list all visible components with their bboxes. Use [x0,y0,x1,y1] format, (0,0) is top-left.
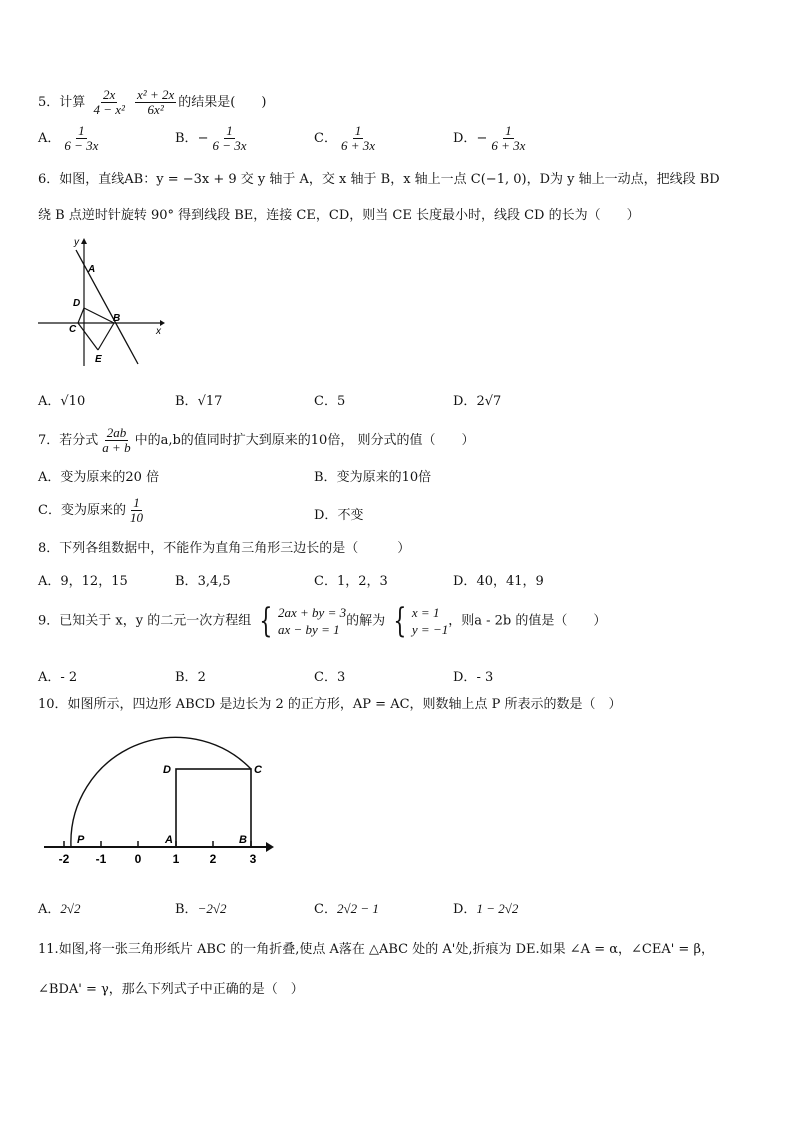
q6-label-y: y [74,237,79,248]
q10-tick-1: 1 [172,852,180,866]
question-5-stem [38,88,266,117]
q5-suffix: 的结果是( ) [178,95,267,110]
q9-option-c[interactable]: C．3 [314,670,346,685]
q10-tick-0: 0 [134,852,142,866]
q7-option-c[interactable]: C．变为原来的 $\frac{1}{10}$ [38,495,143,525]
q7-option-a[interactable]: A．变为原来的20 倍 [38,470,160,485]
q5-prefix: 计算 [59,95,86,110]
q6-label-d: D [73,298,81,309]
q8-option-d[interactable]: D．40，41，9 [453,574,544,589]
q10-tick--1: -1 [95,852,107,866]
q10-figure [40,735,276,870]
q10-label-b: B [239,834,247,846]
q8-option-c[interactable]: C．1，2，3 [314,574,388,589]
q10-tick-2: 2 [209,852,217,866]
q6-option-a[interactable]: A．√10 [38,394,86,409]
q7-option-b[interactable]: B．变为原来的10倍 [314,470,432,485]
q6-option-b[interactable]: B．√17 [175,394,223,409]
q7-option-d[interactable]: D．不变 [314,508,364,523]
question-6-line-1: 6．如图，直线AB：y = −3x + 9 交 y 轴于 A，交 x 轴于 B，x 轴上一点 C(−1, 0)，D为 y 轴上一动点，把线段 BD [38,172,720,187]
question-7-stem: 7．若分式 $\frac{2ab}{a + b}$ 中的a,b的值同时扩大到原来的10倍， 则分式的值（ ） [38,425,475,455]
q5-fraction-1: $\frac{2x}{\text{4 − x²}}$ [93,87,125,117]
q9-option-a[interactable]: A．- 2 [38,670,78,685]
q6-label-x: x [156,326,161,337]
q6-label-e: E [95,354,102,365]
q10-option-a[interactable]: A．2√2 [38,901,81,917]
q9-solution: { x = 1 y = −1 [393,601,449,641]
q10-label-c: C [254,764,262,776]
q5-option-c[interactable]: C． $\frac{1}{6 + 3x}$ [314,123,375,153]
q9-equation-system: { 2ax + by = 3 ax − by = 1 [259,601,347,641]
q6-option-d[interactable]: D．2√7 [453,394,502,409]
question-9-stem: 9．已知关于 x，y 的二元一次方程组 { 2ax + by = 3 ax − by = 1 的解为 { x = 1 y = −1 ，则a - 2b 的值是（ ） [38,601,607,641]
q6-option-c[interactable]: C．5 [314,394,346,409]
q5-option-b[interactable]: B．− $\frac{1}{6 - 3x}$ [175,123,247,153]
q6-figure [34,236,166,370]
question-11-line-1: 11.如图,将一张三角形纸片 ABC 的一角折叠,使点 A落在 △ABC 处的 A'处,折痕为 DE.如果 ∠A = α，∠CEA' = β， [38,942,714,957]
q10-label-p: P [77,834,85,846]
q7-fraction: $\frac{2ab}{a + b}$ [102,425,131,455]
q5-option-d[interactable]: D．− $\frac{1}{6 + 3x}$ [453,123,526,153]
q5-fraction-2: $\frac{\text{x² + 2x}}{\text{6x²}}$ [137,87,175,117]
question-11-line-2: ∠BDA' = γ，那么下列式子中正确的是（ ） [38,982,304,997]
q6-label-b: B [113,313,121,324]
q10-option-d[interactable]: D．1 − 2√2 [453,901,519,917]
q10-option-b[interactable]: B．−2√2 [175,901,227,917]
q8-option-a[interactable]: A．9，12，15 [38,574,128,589]
q5-number: 5． [38,95,60,110]
q10-tick-3: 3 [249,852,257,866]
q5-option-a[interactable]: A． $\frac{1}{6 - 3x}$ [38,123,99,153]
q6-label-c: C [69,324,77,335]
question-8-stem: 8．下列各组数据中，不能作为直角三角形三边长的是（ ） [38,541,411,556]
q9-option-b[interactable]: B．2 [175,670,206,685]
q6-label-a: A [88,264,96,275]
q10-label-d: D [163,764,171,776]
q10-tick--2: -2 [58,852,70,866]
q10-label-a: A [165,834,173,846]
q9-option-d[interactable]: D．- 3 [453,670,494,685]
question-6-line-2: 绕 B 点逆时针旋转 90° 得到线段 BE，连接 CE，CD，则当 CE 长度最小时，线段 CD 的长为（ ） [38,208,640,223]
q10-option-c[interactable]: C．2√2 − 1 [314,901,379,917]
q8-option-b[interactable]: B．3,4,5 [175,574,231,589]
question-10-stem: 10．如图所示，四边形 ABCD 是边长为 2 的正方形，AP = AC，则数轴上点 P 所表示的数是（ ） [38,697,622,712]
